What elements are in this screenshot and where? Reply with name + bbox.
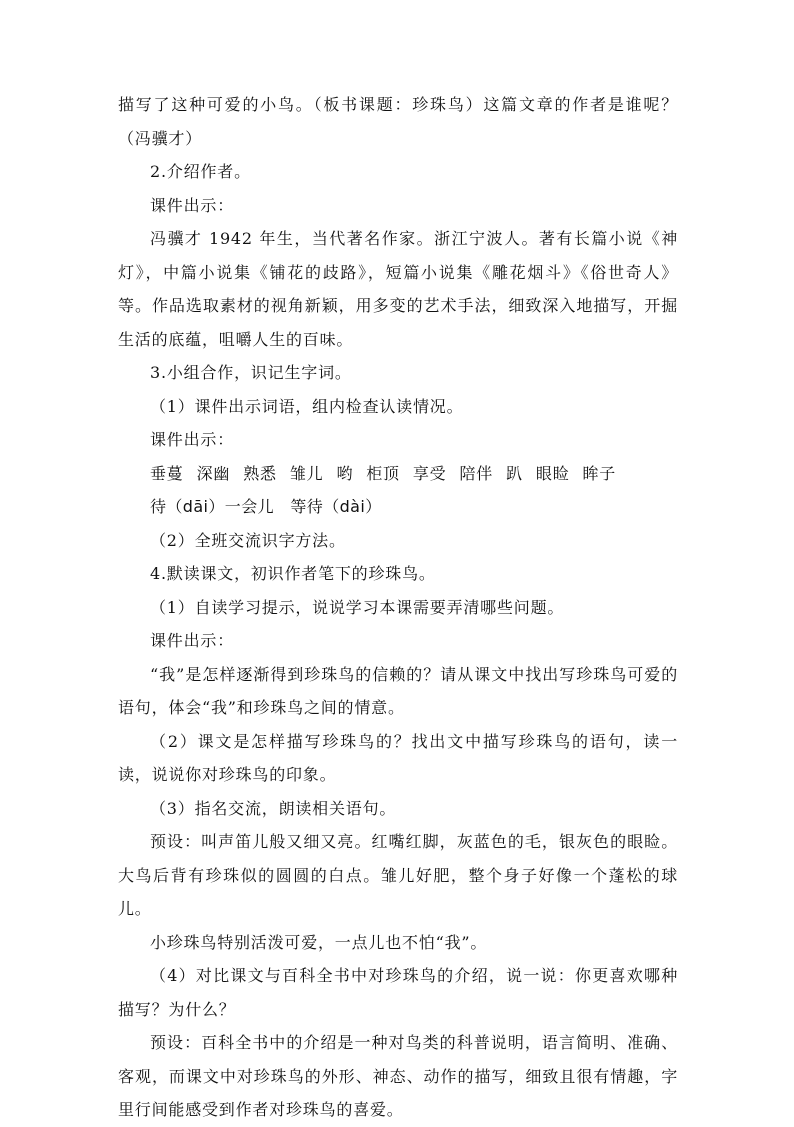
vocab-word: 雏儿 (289, 463, 324, 483)
paragraph-preset-appearance: 预设：叫声笛儿般又细又亮。红嘴红脚，灰蓝色的毛，银灰色的眼睑。大鸟后背有珍珠似的圆圆的白点。雏儿好肥，整个身子好像一个蓬松的球儿。 (118, 832, 678, 918)
vocab-word: 熟悉 (243, 463, 277, 483)
vocab-word: 眼睑 (535, 463, 570, 483)
paragraph-preset-comparison: 预设：百科全书中的介绍是一种对鸟类的科普说明，语言简明、准确、客观，而课文中对珍珠鸟的外形、神态、动作的描写，细致且很有情趣，字里行间能感受到作者对珍珠鸟的喜爱。 (118, 1033, 678, 1119)
vocab-word: 哟 (336, 463, 354, 483)
vocab-word: 柜顶 (366, 463, 400, 483)
step-class-exchange: （2）全班交流识字方法。 (150, 530, 346, 550)
vocab-word: 趴 (506, 463, 523, 483)
courseware-label: 课件出示： (150, 195, 235, 215)
step-compare-encyclopedia: （4）对比课文与百科全书中对珍珠鸟的介绍，说一说：你更喜欢哪种描写？为什么？ (118, 966, 678, 1019)
vocab-word: 眸子 (582, 463, 617, 483)
step-show-words: （1）课件出示词语，组内检查认读情况。 (150, 396, 464, 416)
courseware-label: 课件出示： (150, 430, 235, 449)
document-page (118, 88, 678, 1127)
vocab-word: 垂蔓 (150, 463, 184, 483)
courseware-label: 课件出示： (150, 631, 235, 650)
pinyin-line: 待（dāi）一会儿 等待（dài） (150, 497, 382, 516)
vocab-word-list (118, 457, 678, 491)
vocab-word: 享受 (412, 463, 447, 483)
paragraph-trust-question: “我”是怎样逐渐得到珍珠鸟的信赖的？请从课文中找出写珍珠鸟可爱的语句，体会“我”和珍珠鸟之间的情意。 (118, 664, 678, 717)
heading-silent-reading: 4.默读课文，初识作者笔下的珍珠鸟。 (150, 564, 436, 583)
paragraph-author-bio: 冯骥才 1942 年生，当代著名作家。浙江宁波人。著有长篇小说《神灯》，中篇小说集《铺花的歧路》，短篇小说集《雕花烟斗》《俗世奇人》等。作品选取素材的视角新颖，用多变的艺术手法，细致深入地描写，开掘生活的底蕴，咀嚼人生的百味。 (118, 229, 678, 349)
vocab-word: 深幽 (196, 463, 231, 483)
heading-group-vocab: 3.小组合作，识记生字词。 (150, 363, 352, 382)
vocab-word: 陪伴 (459, 463, 494, 483)
paragraph-intro-continuation: 描写了这种可爱的小鸟。（板书课题：珍珠鸟）这篇文章的作者是谁呢？（冯骥才） (118, 95, 678, 148)
step-read-tips: （1）自读学习提示，说说学习本课需要弄清哪些问题。 (150, 597, 565, 617)
paragraph-bird-lively: 小珍珠鸟特别活泼可爱，一点儿也不怕“我”。 (150, 932, 488, 952)
heading-introduce-author: 2.介绍作者。 (150, 162, 251, 181)
step-describe-bird: （2）课文是怎样描写珍珠鸟的？找出文中描写珍珠鸟的语句，读一读，说说你对珍珠鸟的印象。 (118, 731, 678, 784)
step-read-aloud: （3）指名交流，朗读相关语句。 (150, 798, 397, 818)
